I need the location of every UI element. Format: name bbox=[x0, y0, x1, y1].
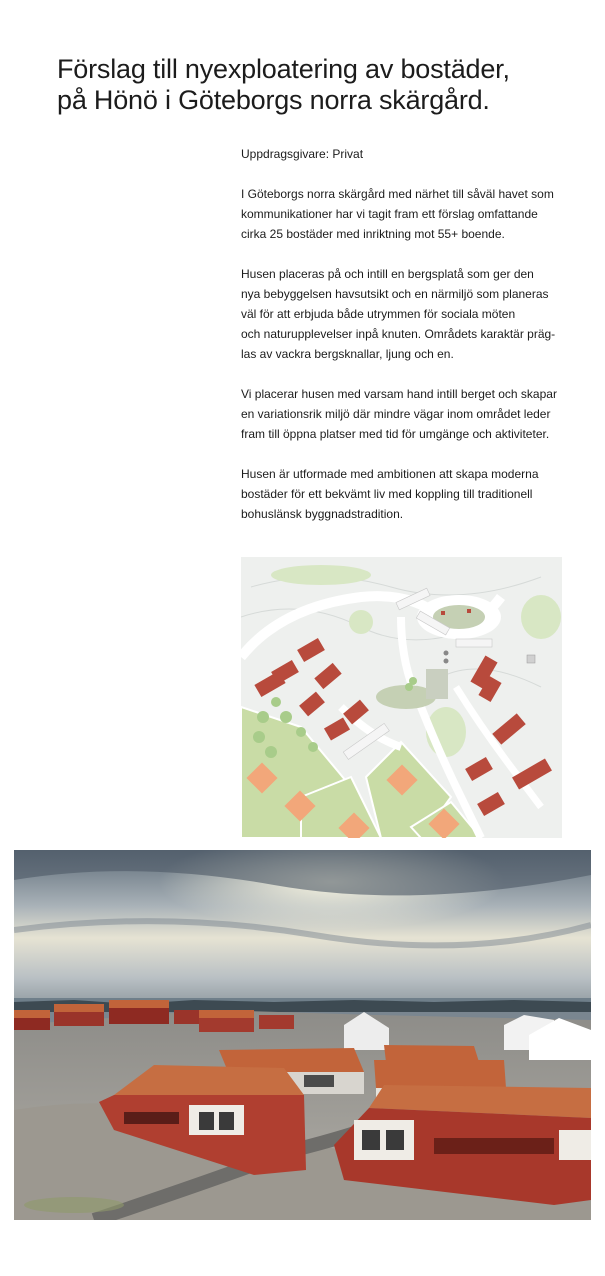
text-line: nya bebyggelsen havsutsikt och en närmiljö som planeras bbox=[241, 287, 549, 301]
text-line: fram till öppna platser med tid för umgänge och aktiviteter. bbox=[241, 427, 550, 441]
text-line: las av vackra bergsknallar, ljung och en. bbox=[241, 347, 454, 361]
text-line: Husen placeras på och intill en bergsplatå som ger den bbox=[241, 267, 534, 281]
rendering-drawing bbox=[14, 850, 591, 1220]
text-line: bohuslänsk byggnadstradition. bbox=[241, 507, 404, 521]
text-line: cirka 25 bostäder med inriktning mot 55+ boende. bbox=[241, 227, 505, 241]
paragraph-1 bbox=[241, 184, 581, 244]
description-text bbox=[241, 144, 581, 544]
text-line: kommunikationer har vi tagit fram ett förslag omfattande bbox=[241, 207, 538, 221]
paragraph-4 bbox=[241, 464, 581, 524]
paragraph-2 bbox=[241, 264, 581, 364]
text-line: väl för att erbjuda både utrymmen för sociala möten bbox=[241, 307, 516, 321]
text-line: Vi placerar husen med varsam hand intill berget och skapar bbox=[241, 387, 557, 401]
text-line: I Göteborgs norra skärgård med närhet till såväl havet som bbox=[241, 187, 554, 201]
site-plan-drawing bbox=[241, 557, 562, 838]
paragraph-3 bbox=[241, 384, 581, 444]
text-line: en variationsrik miljö där mindre vägar inom området leder bbox=[241, 407, 551, 421]
text-line: och naturupplevelser inpå knuten. Områdets karaktär präg- bbox=[241, 327, 556, 341]
client-line: Uppdragsgivare: Privat bbox=[241, 147, 364, 161]
title-line-2: på Hönö i Göteborgs norra skärgård. bbox=[57, 85, 490, 115]
title-line-1: Förslag till nyexploatering av bostäder, bbox=[57, 54, 510, 84]
text-line: Husen är utformade med ambitionen att skapa moderna bbox=[241, 467, 539, 481]
site-plan-image bbox=[241, 557, 562, 838]
text-line: bostäder för ett bekvämt liv med koppling till traditionell bbox=[241, 487, 533, 501]
rendering-image bbox=[14, 850, 591, 1220]
page-title bbox=[57, 54, 587, 116]
